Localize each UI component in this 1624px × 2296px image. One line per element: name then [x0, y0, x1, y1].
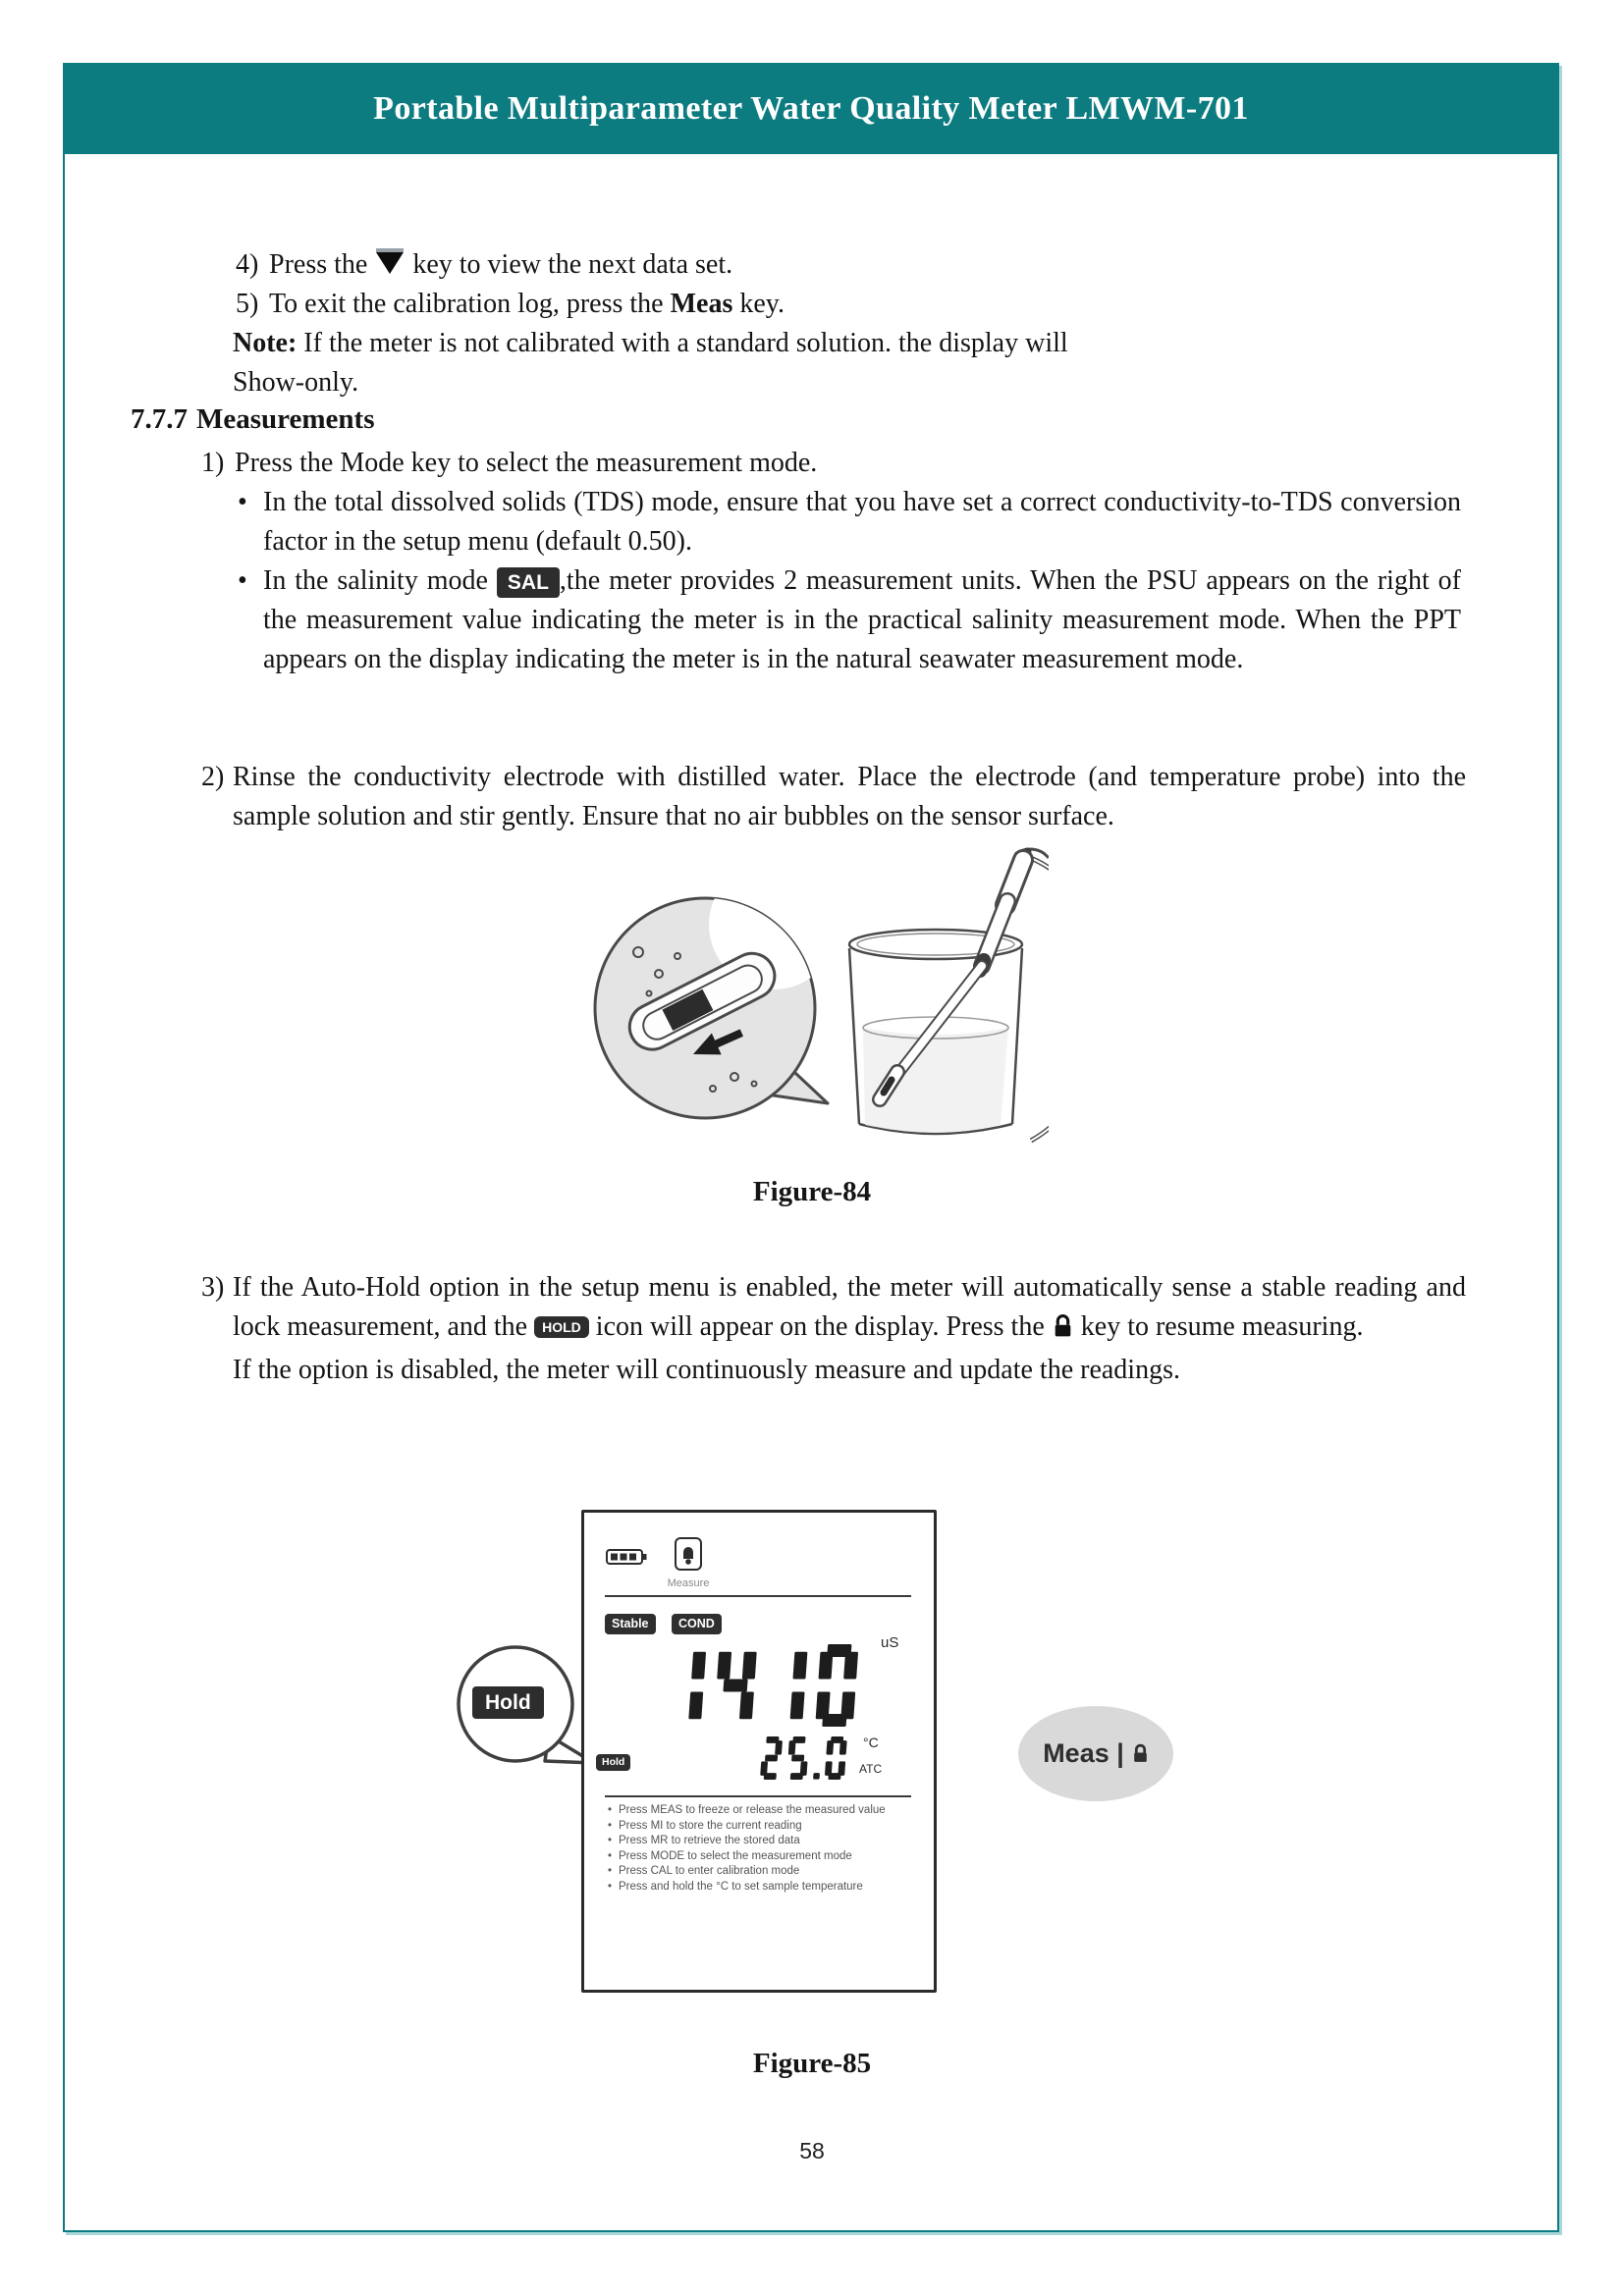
bullet-text: In the total dissolved solids (TDS) mode, ensure that you have set a correct conductivity-to-TDS conversion factor in the setup menu (default 0.50).: [263, 487, 1461, 557]
probe-in-beaker-illustration: [587, 846, 1049, 1155]
meas-key-name: Meas: [670, 289, 733, 319]
item-number: 5): [236, 289, 259, 319]
meas-key-text: Meas |: [1043, 1738, 1124, 1768]
lock-icon: [1132, 1743, 1149, 1764]
note-paragraph: [233, 324, 1435, 402]
salinity-bullet: [236, 561, 1461, 679]
display-instruction: • Press MR to retrieve the stored data: [608, 1834, 922, 1849]
item-text: Rinse the conductivity electrode with distilled water. Place the electrode (and temperature probe) into the sample solution and stir gently. Ensure that no air bubbles on the sensor surface.: [233, 762, 1466, 831]
atc-indicator: ATC: [859, 1762, 883, 1776]
stable-indicator: Stable: [605, 1614, 656, 1634]
item-number: 1): [201, 448, 225, 478]
down-triangle-icon: [376, 252, 404, 274]
figure-85-artwork: [0, 1510, 1624, 2001]
hold-badge: HOLD: [534, 1316, 589, 1338]
step-2: [201, 758, 1466, 836]
item-text: key to resume measuring.: [1080, 1311, 1364, 1342]
step-1: [201, 444, 817, 483]
bullet-text: In the salinity mode: [263, 565, 488, 596]
meter-display: [581, 1510, 937, 1993]
item-text: key.: [739, 289, 785, 319]
temperature-unit: °C: [863, 1735, 879, 1750]
item-text: icon will appear on the display. Press the: [595, 1311, 1045, 1342]
item-text: Press the: [269, 249, 368, 280]
battery-icon: [606, 1548, 647, 1571]
measure-key-icon: [674, 1536, 703, 1576]
display-instruction: • Press and hold the °C to set sample temperature: [608, 1880, 922, 1896]
display-divider: [605, 1595, 911, 1597]
page-header: [63, 63, 1559, 154]
section-heading: [131, 403, 374, 436]
item-number: 2): [201, 762, 225, 792]
temperature-digits: [757, 1736, 858, 1787]
main-reading-unit: uS: [881, 1634, 899, 1651]
section-number: 7.7.7: [131, 403, 188, 435]
meas-key-button: [1018, 1706, 1173, 1801]
item-number: 4): [236, 249, 259, 280]
bullet-text: ,the meter provides 2 measurement units. When the PSU appears on the right of the measurement value indicating the meter is in the practical salinity measurement mode. When the PPT appears on the display indicating the meter is in the natural seawater measurement mode.: [263, 565, 1461, 674]
item-text: key to view the next data set.: [412, 249, 733, 280]
main-reading-digits: [663, 1644, 876, 1734]
hold-callout-badge: Hold: [472, 1686, 544, 1719]
note-text: If the meter is not calibrated with a standard solution. the display will: [303, 328, 1068, 358]
item-number: 3): [201, 1272, 225, 1303]
figure-85-caption: Figure-85: [752, 2048, 872, 2079]
item-text: Press the Mode key to select the measurement mode.: [235, 448, 818, 478]
cond-mode-indicator: COND: [672, 1614, 722, 1634]
section-title: Measurements: [196, 403, 375, 435]
figure-84-artwork: [587, 846, 1049, 1155]
list-item-4: [236, 245, 732, 285]
display-divider: [605, 1795, 911, 1797]
page-number: 58: [799, 2138, 825, 2163]
display-instruction: • Press MEAS to freeze or release the measured value: [608, 1803, 922, 1819]
display-instruction: • Press MI to store the current reading: [608, 1819, 922, 1835]
display-instructions: [608, 1803, 922, 1895]
item-text: If the Auto-Hold option in the setup menu is enabled, the meter will automatically sense a stable reading and lock measurement, and the: [233, 1272, 1466, 1342]
list-item-5: [236, 285, 785, 324]
hold-indicator: Hold: [596, 1754, 630, 1771]
note-label: Note:: [233, 328, 298, 358]
note-text: Show-only.: [233, 367, 359, 398]
lock-key-icon: [1053, 1315, 1073, 1346]
item-text: To exit the calibration log, press the: [269, 289, 664, 319]
item-text: If the option is disabled, the meter will continuously measure and update the readings.: [233, 1355, 1180, 1385]
down-arrow-key-icon: [376, 248, 404, 274]
display-instruction: • Press MODE to select the measurement mode: [608, 1849, 922, 1865]
step-3: [201, 1268, 1466, 1390]
hold-callout-bubble: [447, 1637, 604, 1785]
measure-key-label: Measure: [667, 1577, 710, 1589]
page-title: Portable Multiparameter Water Quality Meter LMWM-701: [373, 89, 1249, 127]
sal-mode-badge: SAL: [497, 567, 560, 598]
display-instruction: • Press CAL to enter calibration mode: [608, 1864, 922, 1880]
tds-bullet: [236, 483, 1461, 561]
figure-84-caption: Figure-84: [752, 1176, 872, 1207]
